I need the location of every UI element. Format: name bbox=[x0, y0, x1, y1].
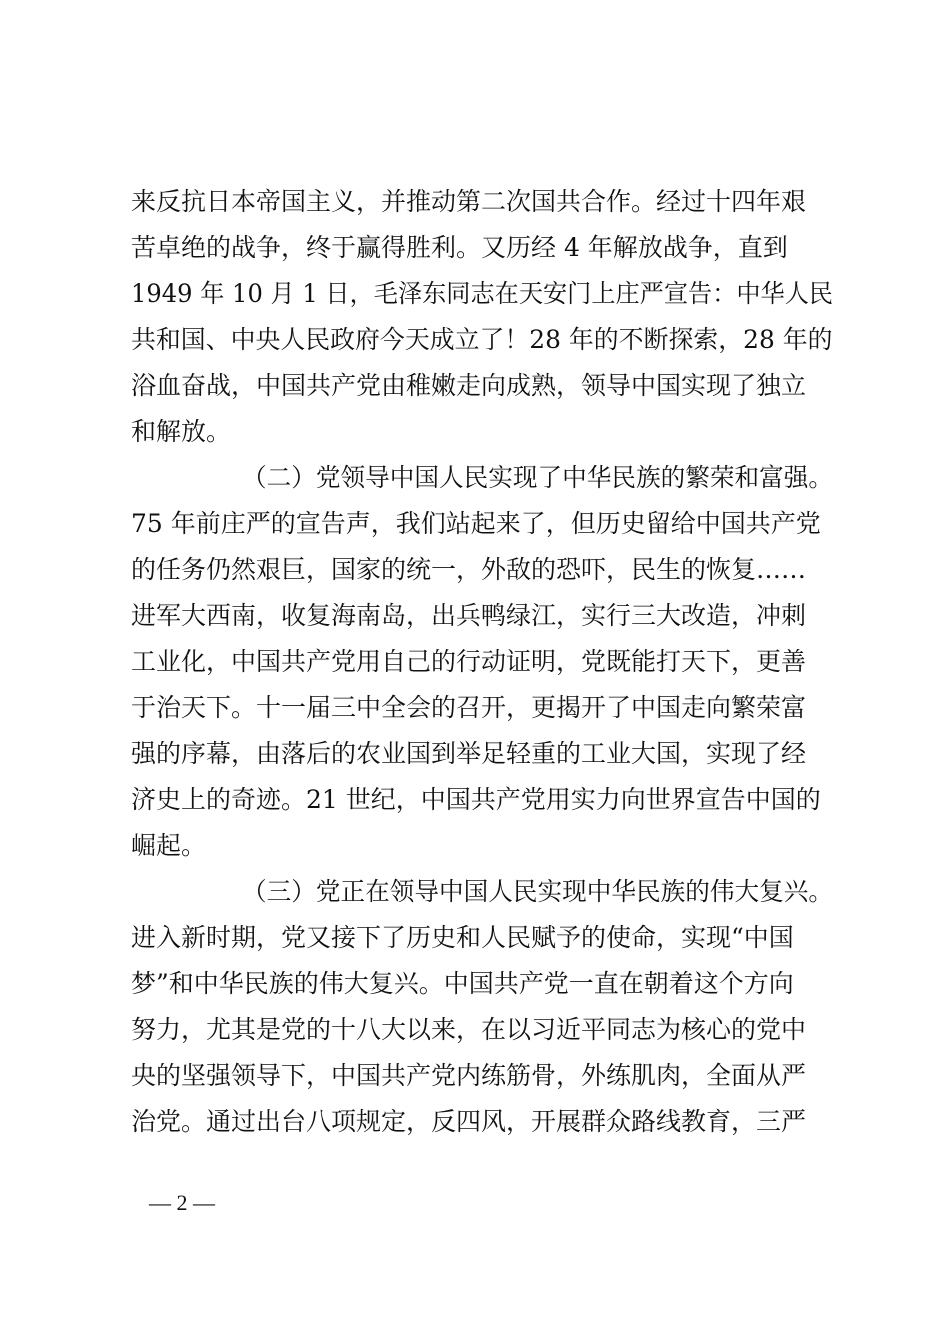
section-heading-2: （二）党领导中国人民实现了中华民族的繁荣和富强。 bbox=[242, 463, 834, 492]
body-line: 1949 年 10 月 1 日，毛泽东同志在天安门上庄严宣告：中华人民 bbox=[131, 279, 834, 308]
body-line: 努力，尤其是党的十八大以来，在以习近平同志为核心的党中 bbox=[131, 1015, 807, 1044]
body-line: 崛起。 bbox=[131, 831, 207, 860]
body-line: 苦卓绝的战争，终于赢得胜利。又历经 4 年解放战争，直到 bbox=[131, 233, 788, 262]
body-line: 治党。通过出台八项规定，反四风，开展群众路线教育，三严 bbox=[131, 1107, 807, 1136]
body-line: 浴血奋战，中国共产党由稚嫩走向成熟，领导中国实现了独立 bbox=[131, 371, 807, 400]
body-line: 的任务仍然艰巨，国家的统一，外敌的恐吓，民生的恢复…… bbox=[131, 555, 807, 584]
body-line: 强的序幕，由落后的农业国到举足轻重的工业大国，实现了经 bbox=[131, 739, 807, 768]
body-line: 央的坚强领导下，中国共产党内练筋骨，外练肌肉，全面从严 bbox=[131, 1061, 807, 1090]
body-line: 工业化，中国共产党用自己的行动证明，党既能打天下，更善 bbox=[131, 647, 807, 676]
body-line: 和解放。 bbox=[131, 417, 232, 446]
body-line: 共和国、中央人民政府今天成立了！28 年的不断探索，28 年的 bbox=[131, 325, 833, 354]
page-number: — 2 — bbox=[149, 1190, 215, 1215]
body-line: 于治天下。十一届三中全会的召开，更揭开了中国走向繁荣富 bbox=[131, 693, 807, 722]
body-line: 来反抗日本帝国主义，并推动第二次国共合作。经过十四年艰 bbox=[131, 187, 807, 216]
body-line: 进军大西南，收复海南岛，出兵鸭绿江，实行三大改造，冲刺 bbox=[131, 601, 807, 630]
body-line: 梦”和中华民族的伟大复兴。中国共产党一直在朝着这个方向 bbox=[131, 969, 794, 998]
body-line: 进入新时期，党又接下了历史和人民赋予的使命，实现“中国 bbox=[131, 923, 794, 952]
section-heading-3: （三）党正在领导中国人民实现中华民族的伟大复兴。 bbox=[242, 877, 834, 906]
body-line: 济史上的奇迹。21 世纪，中国共产党用实力向世界宣告中国的 bbox=[131, 785, 821, 814]
body-line: 75 年前庄严的宣告声，我们站起来了，但历史留给中国共产党 bbox=[131, 509, 821, 538]
